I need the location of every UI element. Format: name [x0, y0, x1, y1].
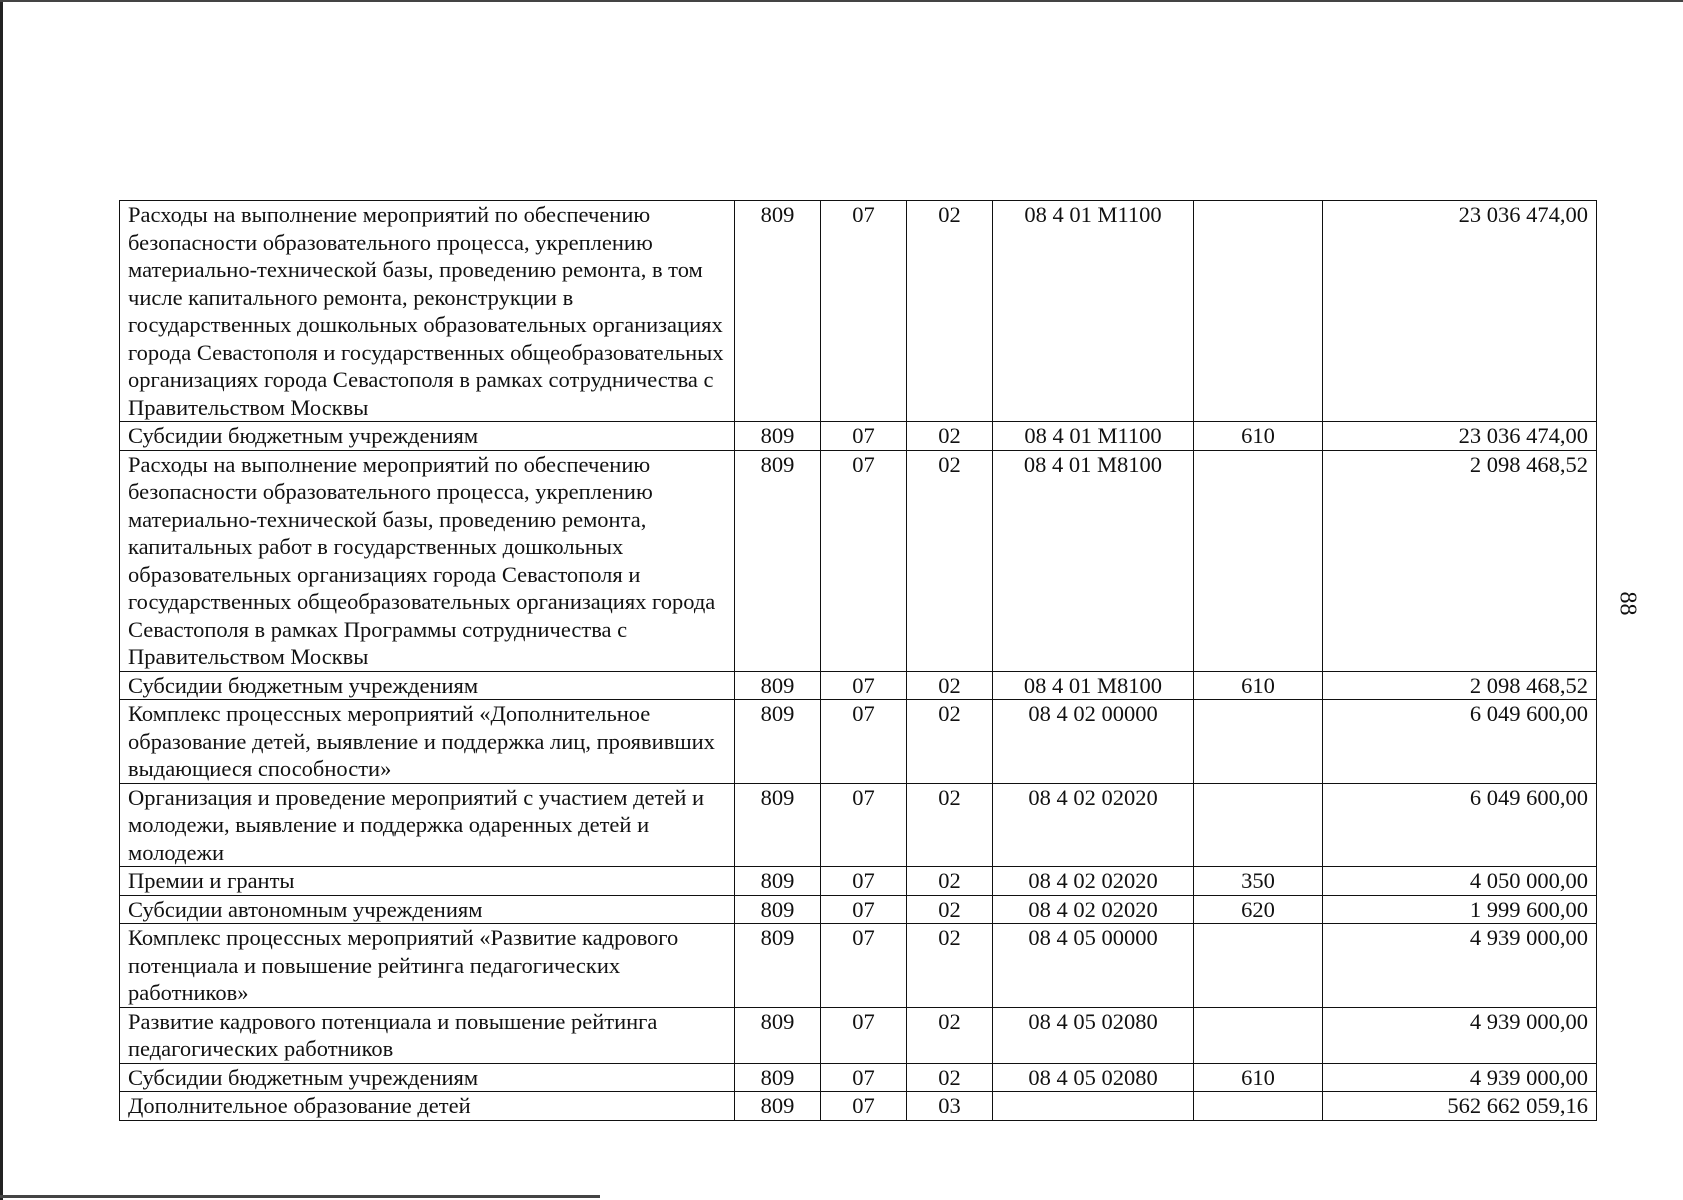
row-podrazdel: 02 [907, 867, 993, 896]
row-razdel: 07 [821, 895, 907, 924]
row-amount: 23 036 474,00 [1323, 201, 1597, 422]
row-name: Субсидии бюджетным учреждениям [120, 671, 735, 700]
row-name: Организация и проведение мероприятий с участием детей и молодежи, выявление и поддержка одаренных детей и молодежи [120, 783, 735, 867]
row-target-article: 08 4 01 М8100 [993, 450, 1194, 671]
row-expense-type [1194, 1007, 1323, 1063]
row-amount: 4 050 000,00 [1323, 867, 1597, 896]
row-name: Субсидии бюджетным учреждениям [120, 1063, 735, 1092]
row-amount: 562 662 059,16 [1323, 1092, 1597, 1121]
row-name: Развитие кадрового потенциала и повышение рейтинга педагогических работников [120, 1007, 735, 1063]
row-name: Комплекс процессных мероприятий «Развитие кадрового потенциала и повышение рейтинга педагогических работников» [120, 924, 735, 1008]
row-name: Дополнительное образование детей [120, 1092, 735, 1121]
row-podrazdel: 02 [907, 671, 993, 700]
row-glava: 809 [735, 1092, 821, 1121]
row-target-article: 08 4 01 М8100 [993, 671, 1194, 700]
row-expense-type: 610 [1194, 671, 1323, 700]
row-razdel: 07 [821, 201, 907, 422]
row-expense-type: 350 [1194, 867, 1323, 896]
table-row [120, 924, 1597, 1008]
row-glava: 809 [735, 450, 821, 671]
row-razdel: 07 [821, 450, 907, 671]
row-razdel: 07 [821, 1063, 907, 1092]
row-target-article [993, 1092, 1194, 1121]
table-row [120, 201, 1597, 422]
row-target-article: 08 4 01 М1100 [993, 422, 1194, 451]
row-name: Комплекс процессных мероприятий «Дополнительное образование детей, выявление и поддержка лиц, проявивших выдающиеся способности» [120, 700, 735, 784]
row-target-article: 08 4 02 00000 [993, 700, 1194, 784]
row-glava: 809 [735, 671, 821, 700]
row-amount: 6 049 600,00 [1323, 700, 1597, 784]
row-razdel: 07 [821, 867, 907, 896]
row-razdel: 07 [821, 1007, 907, 1063]
row-name: Расходы на выполнение мероприятий по обеспечению безопасности образовательного процесса, укреплению материально-технической базы, проведению ремонта, капитальных работ в государственных дошкольных образовательных организациях города Севастополя и государственных общеобразовательных организациях города Севастополя в рамках Программы сотрудничества с Правительством Москвы [120, 450, 735, 671]
row-razdel: 07 [821, 1092, 907, 1121]
row-amount: 4 939 000,00 [1323, 924, 1597, 1008]
table-row [120, 1063, 1597, 1092]
budget-table [119, 200, 1597, 1121]
table-row [120, 895, 1597, 924]
row-podrazdel: 02 [907, 1063, 993, 1092]
row-amount: 4 939 000,00 [1323, 1007, 1597, 1063]
row-glava: 809 [735, 700, 821, 784]
table-row [120, 1092, 1597, 1121]
row-expense-type [1194, 201, 1323, 422]
scan-edge-left [0, 0, 3, 1200]
row-podrazdel: 03 [907, 1092, 993, 1121]
row-target-article: 08 4 02 02020 [993, 867, 1194, 896]
row-target-article: 08 4 05 02080 [993, 1007, 1194, 1063]
row-name: Расходы на выполнение мероприятий по обеспечению безопасности образовательного процесса, укреплению материально-технической базы, проведению ремонта, в том числе капитального ремонта, реконструкции в государственных дошкольных образовательных организациях города Севастополя и государственных общеобразовательных организациях города Севастополя в рамках сотрудничества с Правительством Москвы [120, 201, 735, 422]
row-target-article: 08 4 02 02020 [993, 783, 1194, 867]
row-target-article: 08 4 02 02020 [993, 895, 1194, 924]
row-podrazdel: 02 [907, 450, 993, 671]
row-razdel: 07 [821, 671, 907, 700]
row-podrazdel: 02 [907, 1007, 993, 1063]
row-amount: 4 939 000,00 [1323, 1063, 1597, 1092]
row-podrazdel: 02 [907, 422, 993, 451]
table-row [120, 783, 1597, 867]
row-expense-type: 610 [1194, 422, 1323, 451]
row-amount: 23 036 474,00 [1323, 422, 1597, 451]
row-target-article: 08 4 01 М1100 [993, 201, 1194, 422]
row-podrazdel: 02 [907, 924, 993, 1008]
table-row [120, 1007, 1597, 1063]
row-glava: 809 [735, 895, 821, 924]
row-razdel: 07 [821, 422, 907, 451]
row-name: Премии и гранты [120, 867, 735, 896]
row-razdel: 07 [821, 783, 907, 867]
row-expense-type [1194, 783, 1323, 867]
row-glava: 809 [735, 201, 821, 422]
row-expense-type [1194, 700, 1323, 784]
row-razdel: 07 [821, 700, 907, 784]
row-expense-type: 620 [1194, 895, 1323, 924]
row-glava: 809 [735, 1063, 821, 1092]
row-expense-type [1194, 1092, 1323, 1121]
row-podrazdel: 02 [907, 700, 993, 784]
table-row [120, 700, 1597, 784]
row-glava: 809 [735, 422, 821, 451]
row-amount: 2 098 468,52 [1323, 671, 1597, 700]
row-name: Субсидии автономным учреждениям [120, 895, 735, 924]
scan-edge-top [0, 0, 1683, 2]
row-amount: 1 999 600,00 [1323, 895, 1597, 924]
row-amount: 6 049 600,00 [1323, 783, 1597, 867]
row-podrazdel: 02 [907, 783, 993, 867]
table-row [120, 671, 1597, 700]
row-name: Субсидии бюджетным учреждениям [120, 422, 735, 451]
row-target-article: 08 4 05 00000 [993, 924, 1194, 1008]
row-glava: 809 [735, 1007, 821, 1063]
row-razdel: 07 [821, 924, 907, 1008]
row-glava: 809 [735, 783, 821, 867]
row-target-article: 08 4 05 02080 [993, 1063, 1194, 1092]
row-glava: 809 [735, 924, 821, 1008]
row-glava: 809 [735, 867, 821, 896]
scan-edge-bottom [0, 1195, 600, 1198]
row-podrazdel: 02 [907, 201, 993, 422]
row-expense-type [1194, 450, 1323, 671]
row-expense-type: 610 [1194, 1063, 1323, 1092]
table-row [120, 422, 1597, 451]
page-number: 88 [1614, 591, 1641, 616]
row-expense-type [1194, 924, 1323, 1008]
row-podrazdel: 02 [907, 895, 993, 924]
row-amount: 2 098 468,52 [1323, 450, 1597, 671]
table-row [120, 867, 1597, 896]
table-row [120, 450, 1597, 671]
